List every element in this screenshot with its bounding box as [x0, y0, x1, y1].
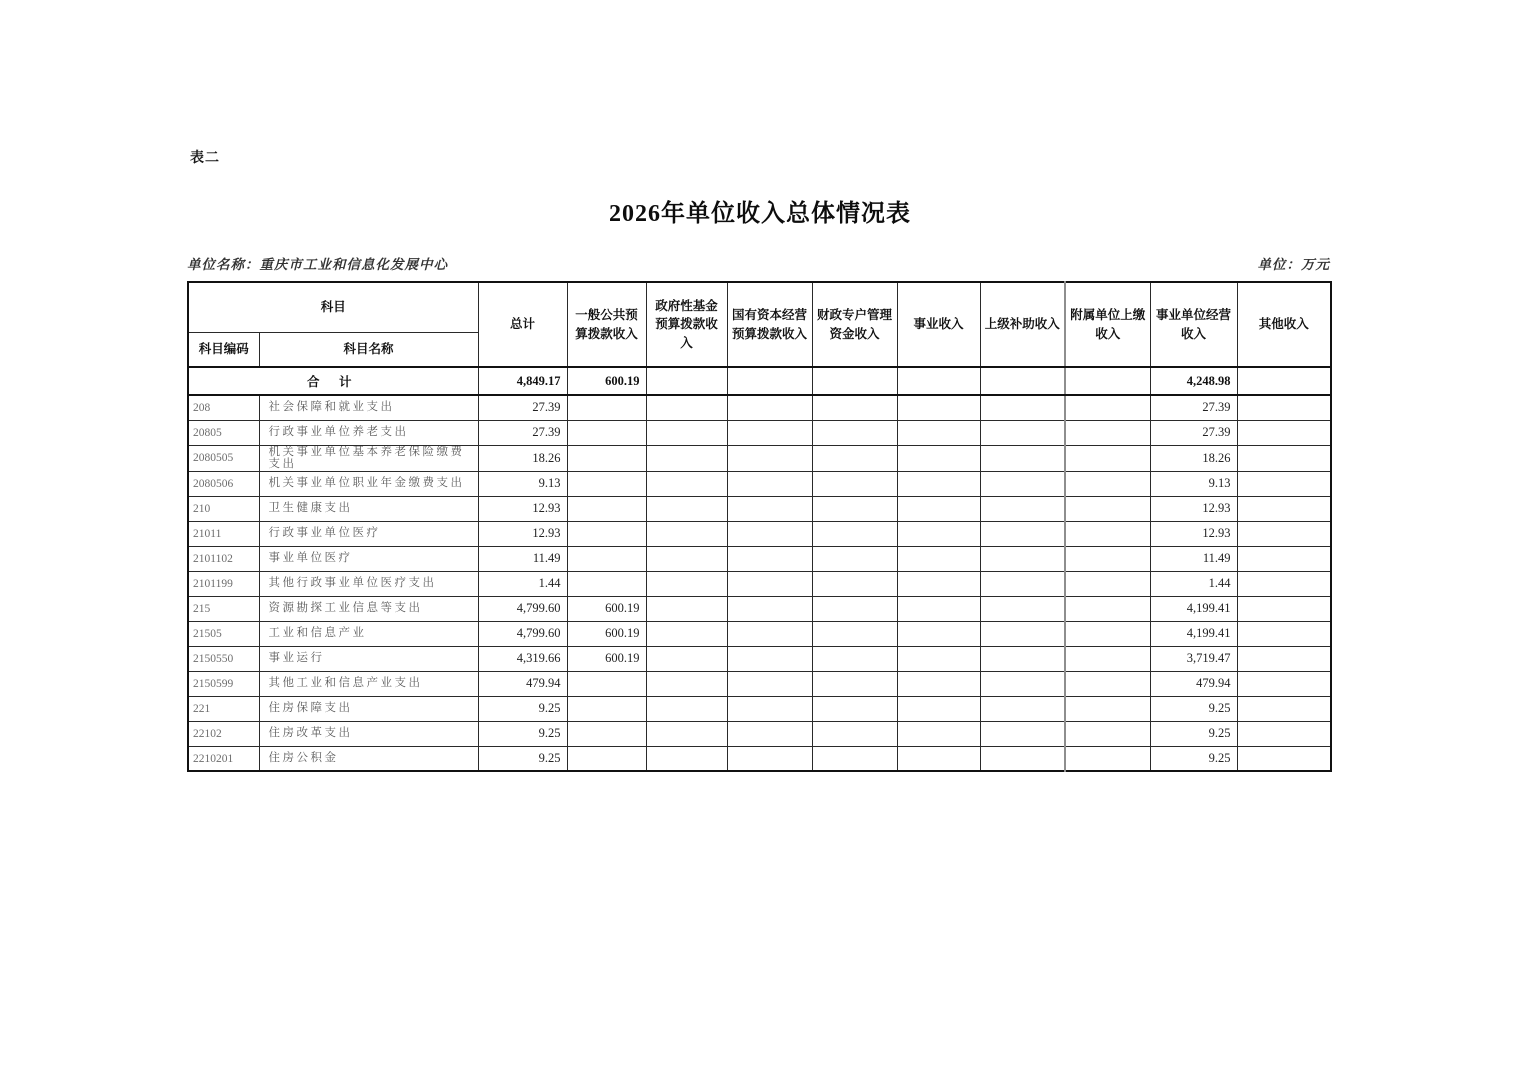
value-cell	[897, 646, 980, 671]
subject-name-cell: 住房改革支出	[259, 721, 478, 746]
table-row	[188, 521, 1331, 546]
subject-name-cell: 机关事业单位基本养老保险缴费支出	[259, 445, 478, 471]
value-cell	[646, 746, 727, 771]
table-row	[188, 395, 1331, 420]
value-cell: 11.49	[1150, 546, 1237, 571]
value-cell	[1237, 471, 1331, 496]
table-row	[188, 721, 1331, 746]
value-cell	[646, 496, 727, 521]
value-cell: 18.26	[478, 445, 567, 471]
value-cell	[812, 696, 897, 721]
subject-name-cell: 事业单位医疗	[259, 546, 478, 571]
value-cell	[646, 471, 727, 496]
value-cell: 9.25	[1150, 696, 1237, 721]
value-cell	[646, 445, 727, 471]
header-subject: 科目	[188, 282, 478, 332]
subject-name-cell: 卫生健康支出	[259, 496, 478, 521]
value-cell	[567, 471, 646, 496]
total-row	[188, 367, 1331, 395]
value-cell	[1237, 546, 1331, 571]
header-col-operating-income: 事业单位经营收入	[1150, 282, 1237, 367]
value-cell	[980, 496, 1065, 521]
value-cell	[897, 420, 980, 445]
value-cell	[897, 671, 980, 696]
value-cell	[897, 521, 980, 546]
value-cell: 12.93	[478, 521, 567, 546]
subject-name-cell: 行政事业单位养老支出	[259, 420, 478, 445]
table-row	[188, 596, 1331, 621]
value-cell	[980, 420, 1065, 445]
value-cell	[980, 646, 1065, 671]
header-col-other-income: 其他收入	[1237, 282, 1331, 367]
table-row	[188, 546, 1331, 571]
value-cell	[567, 496, 646, 521]
subject-name-cell: 机关事业单位职业年金缴费支出	[259, 471, 478, 496]
value-cell	[1065, 646, 1150, 671]
value-cell	[567, 696, 646, 721]
value-cell	[646, 420, 727, 445]
value-cell: 4,319.66	[478, 646, 567, 671]
subject-name-cell: 工业和信息产业	[259, 621, 478, 646]
value-cell	[567, 746, 646, 771]
value-cell	[1237, 395, 1331, 420]
value-cell	[727, 596, 812, 621]
value-cell: 12.93	[1150, 521, 1237, 546]
subject-code-cell: 208	[188, 395, 259, 420]
table-row	[188, 445, 1331, 471]
table-row	[188, 471, 1331, 496]
value-cell: 12.93	[478, 496, 567, 521]
value-cell	[727, 571, 812, 596]
value-cell	[897, 471, 980, 496]
value-cell	[980, 746, 1065, 771]
value-cell	[1065, 621, 1150, 646]
value-cell	[727, 646, 812, 671]
income-overview-table	[187, 281, 1332, 772]
value-cell	[812, 420, 897, 445]
value-cell: 9.13	[1150, 471, 1237, 496]
subject-code-cell: 221	[188, 696, 259, 721]
value-cell	[567, 571, 646, 596]
value-cell	[567, 671, 646, 696]
total-value-cell	[1065, 367, 1150, 395]
table-row	[188, 646, 1331, 671]
subject-name-cell: 其他工业和信息产业支出	[259, 671, 478, 696]
value-cell	[1065, 721, 1150, 746]
value-cell	[727, 471, 812, 496]
value-cell	[812, 746, 897, 771]
value-cell	[980, 596, 1065, 621]
unit-name-label: 单位名称：重庆市工业和信息化发展中心	[187, 257, 448, 272]
value-cell	[646, 696, 727, 721]
subject-code-cell: 2150599	[188, 671, 259, 696]
value-cell	[646, 521, 727, 546]
value-cell: 11.49	[478, 546, 567, 571]
header-col-total: 总计	[478, 282, 567, 367]
value-cell	[1237, 521, 1331, 546]
total-value-cell: 600.19	[567, 367, 646, 395]
value-cell	[897, 721, 980, 746]
value-cell	[1237, 671, 1331, 696]
value-cell	[980, 621, 1065, 646]
value-cell	[1237, 596, 1331, 621]
value-cell	[980, 721, 1065, 746]
subject-code-cell: 210	[188, 496, 259, 521]
value-cell	[897, 696, 980, 721]
value-cell	[897, 546, 980, 571]
table-row	[188, 496, 1331, 521]
value-cell	[646, 571, 727, 596]
header-col-general-public-budget: 一般公共预算拨款收入	[567, 282, 646, 367]
subject-name-cell: 其他行政事业单位医疗支出	[259, 571, 478, 596]
value-cell	[1237, 571, 1331, 596]
value-cell: 600.19	[567, 621, 646, 646]
header-subject-code: 科目编码	[188, 332, 259, 367]
value-cell	[1237, 646, 1331, 671]
total-value-cell	[812, 367, 897, 395]
subject-code-cell: 2101102	[188, 546, 259, 571]
value-cell	[812, 596, 897, 621]
total-value-cell	[980, 367, 1065, 395]
value-cell	[980, 471, 1065, 496]
subject-code-cell: 22102	[188, 721, 259, 746]
value-cell: 1.44	[1150, 571, 1237, 596]
subject-code-cell: 215	[188, 596, 259, 621]
value-cell	[1237, 420, 1331, 445]
value-cell	[727, 696, 812, 721]
value-cell	[980, 546, 1065, 571]
subject-code-cell: 21505	[188, 621, 259, 646]
value-cell	[812, 671, 897, 696]
table-row	[188, 420, 1331, 445]
value-cell	[980, 521, 1065, 546]
value-cell: 18.26	[1150, 445, 1237, 471]
value-cell	[1065, 546, 1150, 571]
value-cell	[727, 420, 812, 445]
value-cell: 9.25	[478, 696, 567, 721]
value-cell: 600.19	[567, 646, 646, 671]
subject-code-cell: 2150550	[188, 646, 259, 671]
value-cell: 600.19	[567, 596, 646, 621]
value-cell	[1065, 596, 1150, 621]
value-cell	[1065, 521, 1150, 546]
value-cell	[1065, 420, 1150, 445]
value-cell: 4,199.41	[1150, 621, 1237, 646]
value-cell: 27.39	[478, 395, 567, 420]
meta-row	[187, 253, 1330, 273]
value-cell	[1065, 696, 1150, 721]
value-cell	[897, 496, 980, 521]
value-cell	[980, 671, 1065, 696]
value-cell	[812, 546, 897, 571]
value-cell	[1237, 696, 1331, 721]
total-value-cell	[1237, 367, 1331, 395]
value-cell	[897, 596, 980, 621]
total-value-cell: 4,849.17	[478, 367, 567, 395]
value-cell	[567, 546, 646, 571]
value-cell	[812, 571, 897, 596]
subject-code-cell: 2080505	[188, 445, 259, 471]
table-row	[188, 746, 1331, 771]
value-cell	[812, 395, 897, 420]
value-cell	[1065, 395, 1150, 420]
value-cell	[1237, 496, 1331, 521]
value-cell: 27.39	[1150, 395, 1237, 420]
value-cell	[812, 646, 897, 671]
value-cell	[812, 621, 897, 646]
value-cell	[727, 721, 812, 746]
value-cell	[812, 721, 897, 746]
total-value-cell	[897, 367, 980, 395]
subject-code-cell: 21011	[188, 521, 259, 546]
header-col-business-income: 事业收入	[897, 282, 980, 367]
header-col-fiscal-special-account: 财政专户管理资金收入	[812, 282, 897, 367]
value-cell	[646, 621, 727, 646]
value-cell	[897, 621, 980, 646]
value-cell: 27.39	[1150, 420, 1237, 445]
total-value-cell: 4,248.98	[1150, 367, 1237, 395]
table-row	[188, 671, 1331, 696]
value-cell	[980, 445, 1065, 471]
subject-code-cell: 2080506	[188, 471, 259, 496]
value-cell	[567, 721, 646, 746]
value-cell	[980, 571, 1065, 596]
value-cell	[1065, 471, 1150, 496]
value-cell	[727, 546, 812, 571]
subject-name-cell: 行政事业单位医疗	[259, 521, 478, 546]
value-cell	[727, 671, 812, 696]
table-row	[188, 621, 1331, 646]
header-subject-name: 科目名称	[259, 332, 478, 367]
subject-name-cell: 事业运行	[259, 646, 478, 671]
value-cell: 9.13	[478, 471, 567, 496]
value-cell	[567, 395, 646, 420]
header-col-govt-fund-budget: 政府性基金预算拨款收入	[646, 282, 727, 367]
value-cell: 4,199.41	[1150, 596, 1237, 621]
value-cell	[727, 445, 812, 471]
subject-code-cell: 2101199	[188, 571, 259, 596]
value-cell	[646, 721, 727, 746]
value-cell	[1065, 571, 1150, 596]
value-cell	[567, 445, 646, 471]
value-cell: 4,799.60	[478, 596, 567, 621]
total-value-cell	[727, 367, 812, 395]
value-cell	[727, 521, 812, 546]
value-cell	[727, 746, 812, 771]
subject-code-cell: 2210201	[188, 746, 259, 771]
value-cell: 27.39	[478, 420, 567, 445]
total-value-cell	[646, 367, 727, 395]
value-cell	[1237, 746, 1331, 771]
value-cell	[1065, 671, 1150, 696]
value-cell: 3,719.47	[1150, 646, 1237, 671]
value-cell: 9.25	[478, 721, 567, 746]
subject-name-cell: 住房保障支出	[259, 696, 478, 721]
table-row	[188, 696, 1331, 721]
subject-name-cell: 住房公积金	[259, 746, 478, 771]
value-cell	[646, 596, 727, 621]
value-cell	[646, 646, 727, 671]
value-cell	[812, 496, 897, 521]
value-cell: 12.93	[1150, 496, 1237, 521]
value-cell: 4,799.60	[478, 621, 567, 646]
value-cell	[646, 395, 727, 420]
value-cell	[897, 395, 980, 420]
value-cell	[567, 521, 646, 546]
sheet-label: 表二	[190, 151, 220, 166]
value-cell	[812, 445, 897, 471]
value-cell	[727, 395, 812, 420]
value-cell	[897, 746, 980, 771]
total-row-label: 合 计	[188, 367, 478, 395]
value-cell	[897, 445, 980, 471]
value-cell	[1237, 621, 1331, 646]
subject-name-cell: 资源勘探工业信息等支出	[259, 596, 478, 621]
value-cell	[1237, 445, 1331, 471]
value-cell	[897, 571, 980, 596]
value-cell	[567, 420, 646, 445]
value-cell: 479.94	[1150, 671, 1237, 696]
header-col-superior-subsidy: 上级补助收入	[980, 282, 1065, 367]
value-cell	[812, 521, 897, 546]
value-cell	[1065, 445, 1150, 471]
value-cell: 9.25	[478, 746, 567, 771]
value-cell	[727, 621, 812, 646]
value-cell	[1065, 746, 1150, 771]
value-cell	[980, 696, 1065, 721]
subject-code-cell: 20805	[188, 420, 259, 445]
value-cell	[646, 546, 727, 571]
value-cell	[980, 395, 1065, 420]
subject-name-cell: 社会保障和就业支出	[259, 395, 478, 420]
header-col-affiliated-unit-remit: 附属单位上缴收入	[1065, 282, 1150, 367]
value-cell	[1237, 721, 1331, 746]
value-cell: 9.25	[1150, 746, 1237, 771]
value-cell	[646, 671, 727, 696]
value-cell	[1065, 496, 1150, 521]
value-cell	[727, 496, 812, 521]
unit-of-measure-label: 单位：万元	[1257, 257, 1330, 272]
table-row	[188, 571, 1331, 596]
value-cell: 9.25	[1150, 721, 1237, 746]
header-col-state-capital-budget: 国有资本经营预算拨款收入	[727, 282, 812, 367]
value-cell	[812, 471, 897, 496]
value-cell: 479.94	[478, 671, 567, 696]
value-cell: 1.44	[478, 571, 567, 596]
page-title: 2026年单位收入总体情况表	[609, 201, 911, 227]
